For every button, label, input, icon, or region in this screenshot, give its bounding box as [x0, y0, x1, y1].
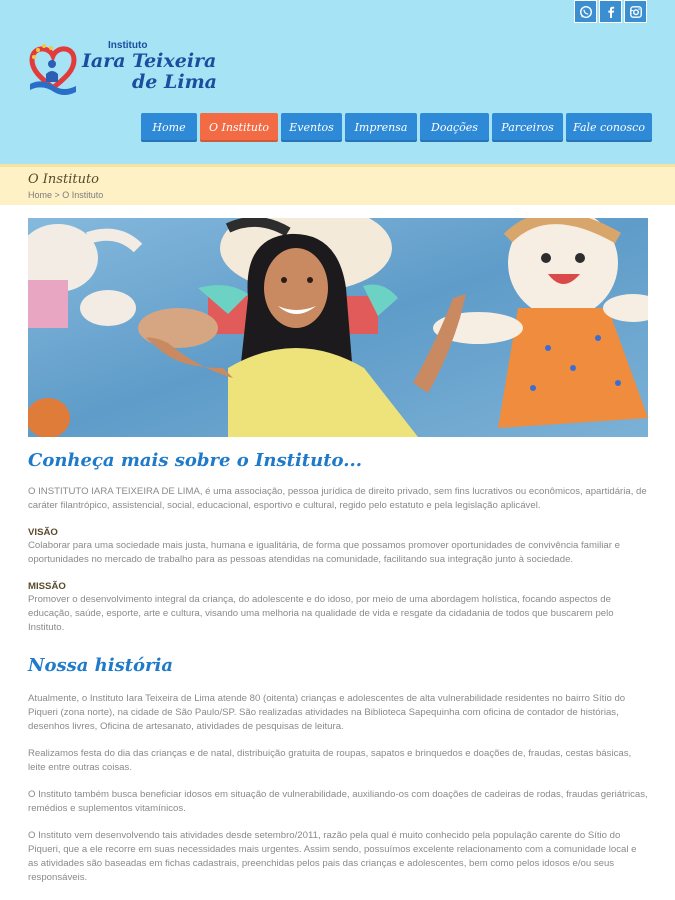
breadcrumb-bar	[0, 164, 675, 205]
main-nav	[141, 113, 652, 142]
instagram-link[interactable]	[624, 0, 647, 23]
vision-text: Colaborar para uma sociedade mais justa, humana e igualitária, de forma que possamos promover oportunidades de convivência familiar e oportunidades no mercado de trabalho para as pessoas atendidas na comunidade, facilitando sua integração junto à sociedade.	[28, 540, 620, 565]
heart-logo-icon	[28, 40, 78, 98]
facebook-icon	[604, 5, 618, 19]
nav-item-fale-conosco[interactable]: Fale conosco	[566, 113, 652, 142]
hero-image	[28, 218, 648, 437]
site-logo[interactable]	[28, 40, 217, 98]
mission-label: MISSÃO	[28, 581, 66, 592]
history-paragraph: O Instituto vem desenvolvendo tais atividades desde setembro/2011, razão pela qual é muito conhecido pela população carente do Sítio do Piqueri, que a ele recorre em suas necessidades mais urgentes. Assim sendo, possuímos excelente relacionamento com a comunidade local e as atividades são baseadas em fichas cadastrais, preenchidas pelos pais das crianças e adolescentes, bem como pelos idosos e/ou seus responsáveis.	[28, 830, 637, 883]
nav-item-eventos[interactable]: Eventos	[281, 113, 342, 142]
nav-item-doacoes[interactable]: Doações	[420, 113, 489, 142]
social-links	[574, 0, 647, 23]
logo-text	[82, 40, 217, 93]
intro-paragraph: O INSTITUTO IARA TEIXEIRA DE LIMA, é uma associação, pessoa jurídica de direito privado, sem fins lucrativos ou econômicos, apartidária, de caráter filantrópico, assistencial, social, educacional, esportivo e cultural, regido pelo estatuto e pela legislação aplicável.	[28, 486, 647, 511]
whatsapp-icon	[579, 5, 593, 19]
vision-block	[28, 526, 648, 567]
instagram-icon	[629, 5, 643, 19]
facebook-link[interactable]	[599, 0, 622, 23]
mission-text: Promover o desenvolvimento integral da criança, do adolescente e do idoso, por meio de uma abordagem holística, focando aspectos de educação, saúde, esporte, arte e cultura, visando uma melhoria na qualidade de vida e resgate da cidadania de todos que buscarem pelo Instituto.	[28, 594, 614, 633]
mission-block	[28, 580, 648, 635]
main-content	[28, 450, 648, 898]
nav-item-home[interactable]: Home	[141, 113, 197, 142]
nav-item-o-instituto[interactable]: O Instituto	[200, 113, 278, 142]
vision-label: VISÃO	[28, 527, 58, 538]
hero-photo-illustration	[28, 218, 648, 437]
logo-line1: Instituto	[108, 40, 148, 51]
nav-item-imprensa[interactable]: Imprensa	[345, 113, 417, 142]
history-paragraph: Realizamos festa do dia das crianças e de natal, distribuição gratuita de roupas, sapatos e brinquedos e doações de, fraudas, cestas básicas, leite entre outras coisas.	[28, 748, 632, 773]
history-paragraph: O Instituto também busca beneficiar idosos em situação de vulnerabilidade, auxiliando-os com doações de cadeiras de rodas, fraudas geriátricas, remédios e suplementos vitamínicos.	[28, 789, 648, 814]
site-header	[0, 0, 675, 164]
nav-item-parceiros[interactable]: Parceiros	[492, 113, 563, 142]
section-heading-history: Nossa história	[28, 655, 174, 676]
whatsapp-link[interactable]	[574, 0, 597, 23]
page-title: O Instituto	[28, 172, 99, 187]
history-paragraph: Atualmente, o Instituto Iara Teixeira de Lima atende 80 (oitenta) crianças e adolescentes de alta vulnerabilidade residentes no bairro Sítio do Piqueri (zona norte), na cidade de São Paulo/SP. São realizadas atividades na Biblioteca Sapequinha com oficina de contador de histórias, desenhos livres, Oficina de artesanato, atividades de pesquisas de leitura.	[28, 693, 626, 732]
breadcrumb[interactable]: Home > O Instituto	[28, 190, 104, 200]
logo-line2: Iara Teixeira	[82, 50, 217, 72]
logo-line3: de Lima	[132, 71, 217, 93]
section-heading-about: Conheça mais sobre o Instituto...	[28, 450, 362, 471]
